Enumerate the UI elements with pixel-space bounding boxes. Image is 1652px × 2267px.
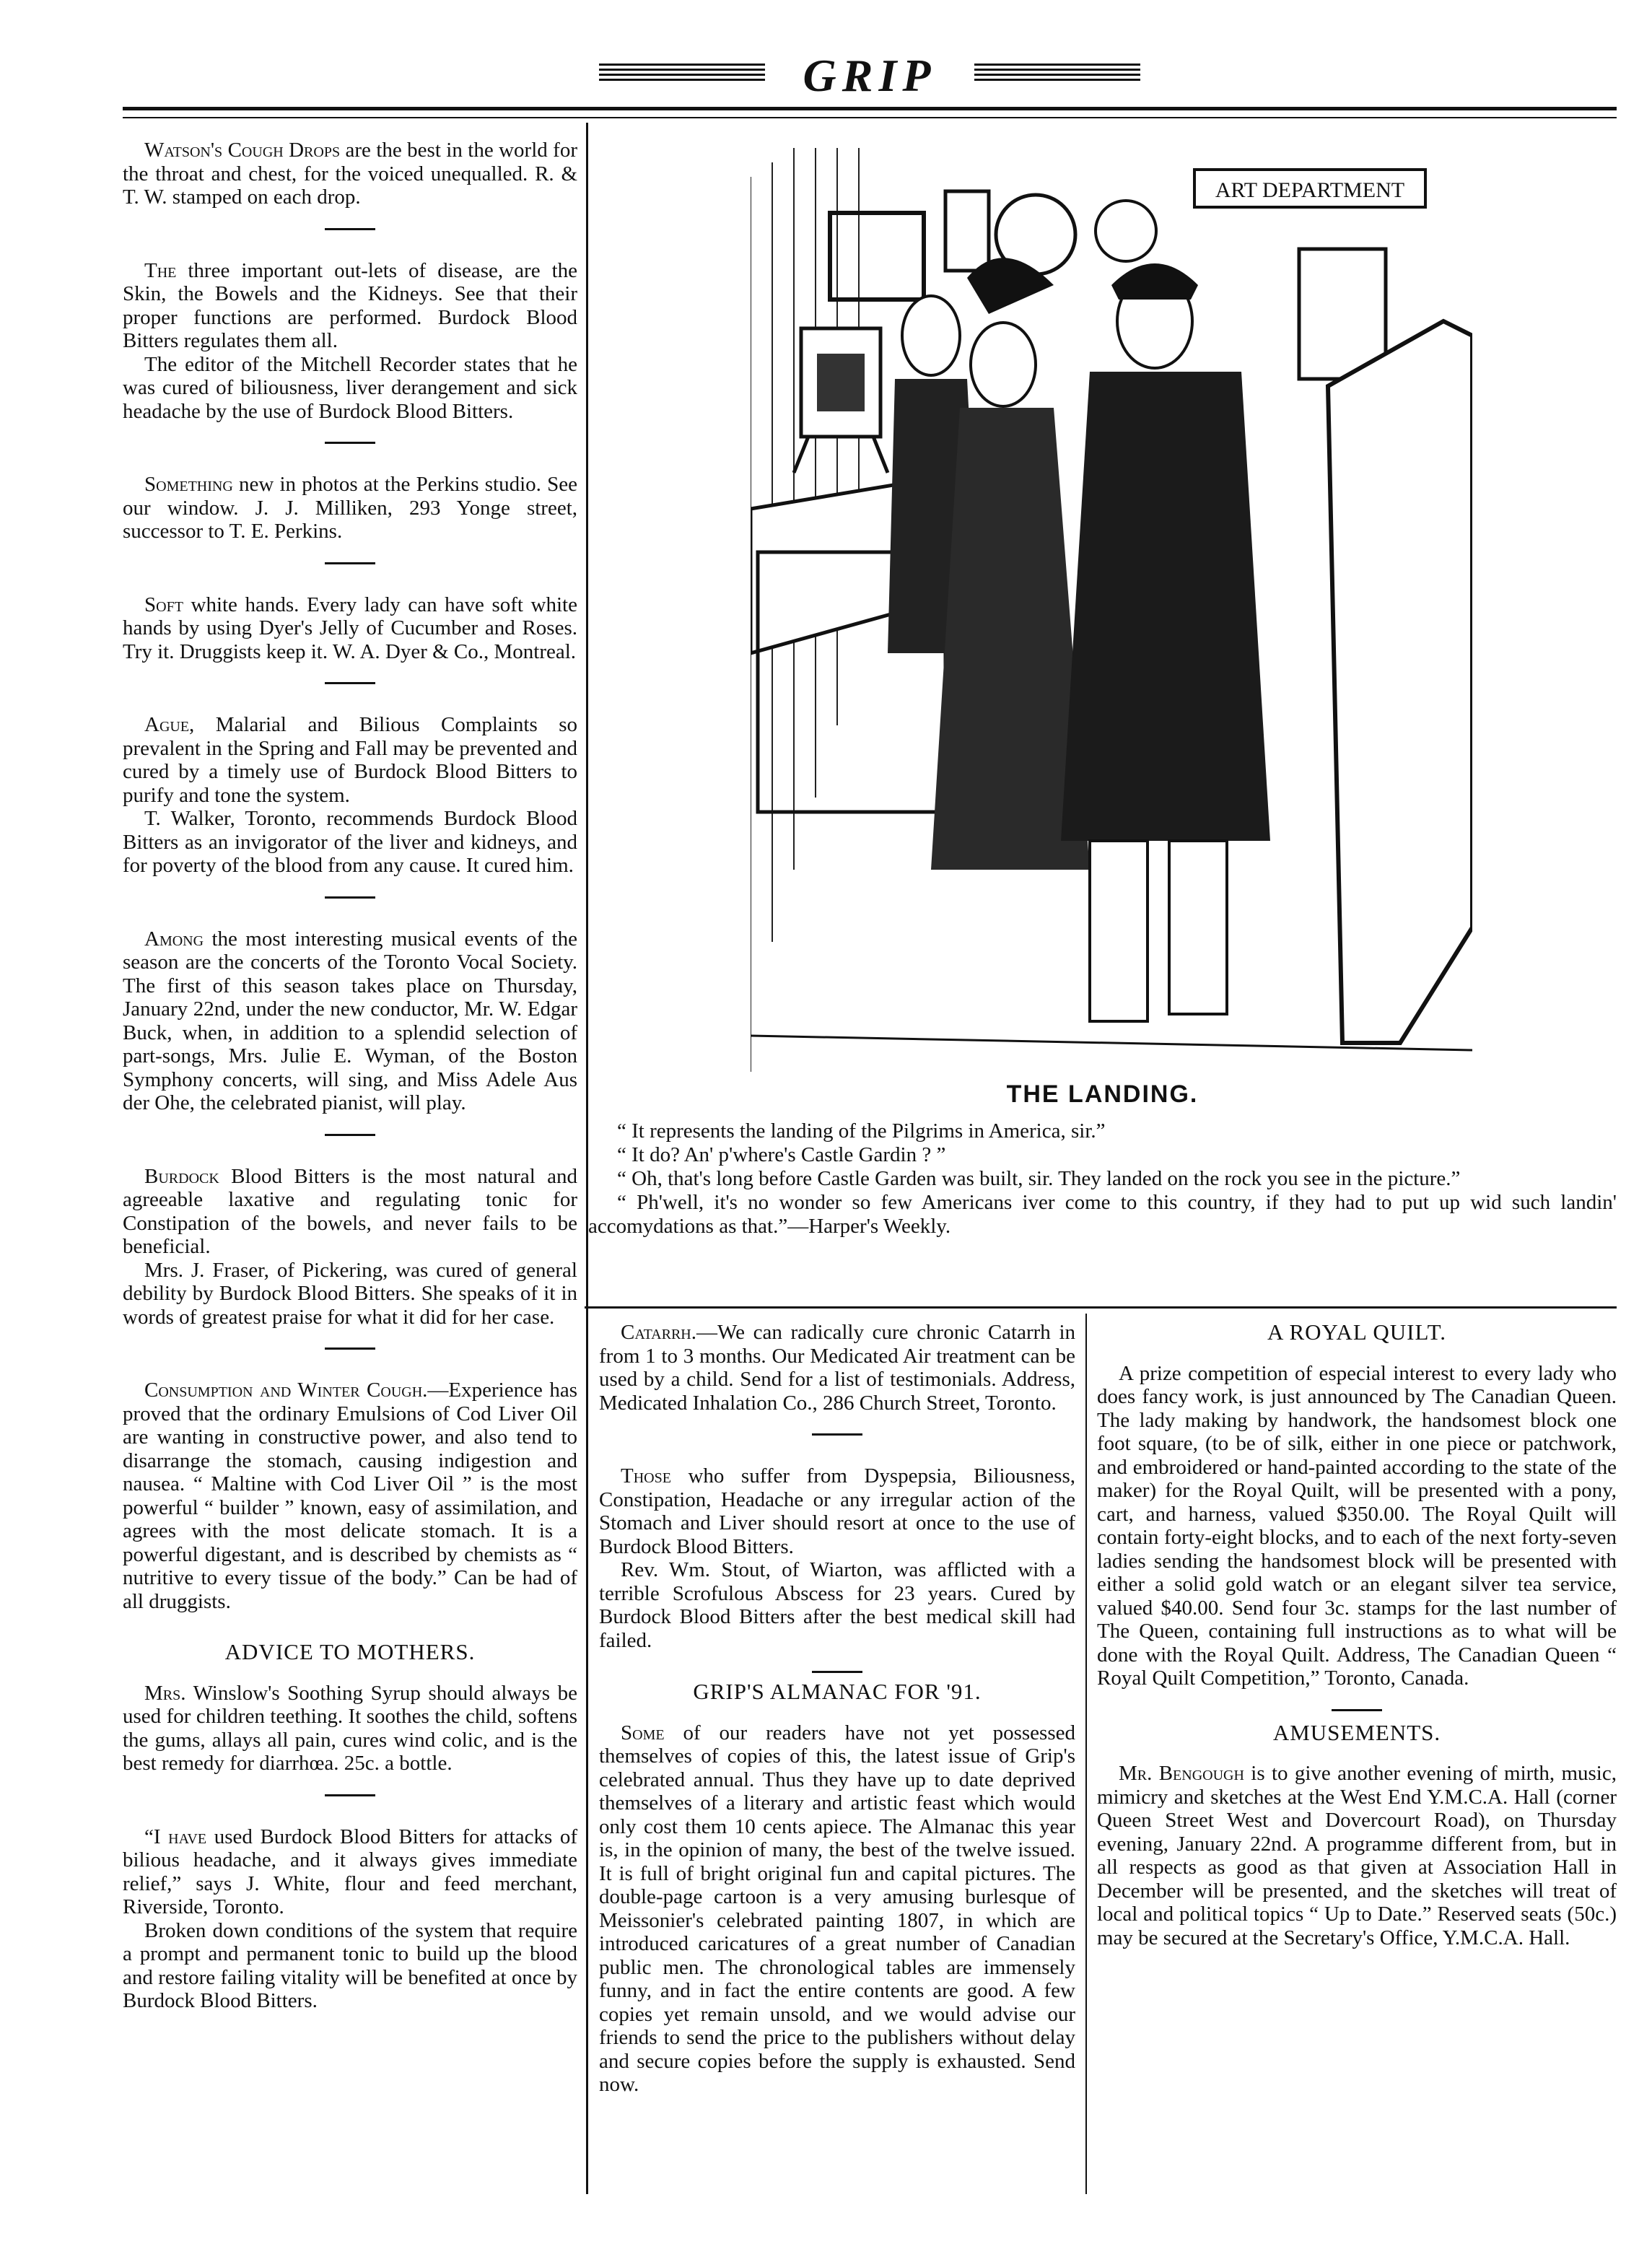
caption-the-landing <box>588 1080 1617 1239</box>
article-text: who suffer from Dyspepsia, Biliousness, Constipation, Headache or any irregular action of the Stomach and Liver should resort at once to the use of Burdock Blood Bitters. <box>599 1464 1075 1558</box>
article-text: —We can radically cure chronic Catarrh in from 1 to 3 months. Our Medicated Air treatment can be used by a child. Send for a list of testimonials. Address, Medicated Inhalation Co., 286 Church Street, Toronto. <box>599 1321 1075 1415</box>
article-three-outlets <box>123 259 577 353</box>
sign-text: ART DEPARTMENT <box>1215 178 1405 202</box>
article-catarrh <box>599 1321 1075 1415</box>
article-lead: Mr. Bengough <box>1119 1762 1244 1785</box>
header-rule <box>123 107 1617 110</box>
separator <box>812 1433 862 1436</box>
caption-line: “ It do? An' p'where's Castle Gardin ? ” <box>617 1143 946 1166</box>
caption-line: “ Oh, that's long before Castle Garden was built, sir. They landed on the rock you see in the picture.” <box>617 1167 1461 1190</box>
article-text: new in photos at the Perkins studio. See our window. J. J. Milliken, 293 Yonge street, successor to T. E. Perkins. <box>123 473 577 543</box>
caption-line: “ Ph'well, it's no wonder so few Americans iver come to this country, if they had to put up wid such landin' accomydations as that.”—Harper's Weekly. <box>588 1191 1617 1238</box>
clerk-head <box>902 296 960 375</box>
article-text: Malarial and Bilious Complaints so prevalent in the Spring and Fall may be prevented and cured by a timely use of Burdock Blood Bitters to purify and tone the system. <box>123 713 577 807</box>
article-ague <box>123 713 577 807</box>
separator <box>325 1794 375 1796</box>
article-lead: Soft <box>144 593 183 616</box>
caption-bottom-rule <box>585 1306 1617 1309</box>
article-t-walker <box>123 807 577 878</box>
caption-heading: THE LANDING. <box>1006 1080 1199 1108</box>
right-column <box>1097 1321 1617 1949</box>
article-lead: Those <box>621 1464 671 1488</box>
man-leg <box>1090 841 1148 1021</box>
article-soft-white-hands <box>123 593 577 664</box>
article-dyspepsia <box>599 1464 1075 1558</box>
header-rule-thin <box>123 117 1617 118</box>
leaning-painting <box>1328 321 1472 1043</box>
separator <box>325 562 375 564</box>
caption-line: “ It represents the landing of the Pilgrims in America, sir.” <box>617 1119 1106 1143</box>
article-text: Blood Bitters is the most natural and agreeable laxative and regulating tonic for Constipation of the bowels, and never fails to be beneficial. <box>123 1164 577 1258</box>
article-lead: Ague, <box>144 713 195 736</box>
separator <box>325 442 375 444</box>
easel-picture-image <box>817 354 865 411</box>
man-coat <box>1061 372 1270 841</box>
article-watsons-cough-drops <box>123 139 577 209</box>
article-text: Broken down conditions of the system that require a prompt and permanent tonic to build up the blood and restore failing vitality will be benefited at once by Burdock Blood Bitters. <box>123 1918 577 2012</box>
article-lead: Burdock <box>144 1164 219 1188</box>
article-text: —Experience has proved that the ordinary Emulsions of Cod Liver Oil are wanting in constructive power, and also tend to disarrange the stomach, causing indigestion and nausea. “ Maltine with Cod Liver Oil ” is the most powerful “ builder ” known, easy of assimilation, and agrees with the most delicate stomach. It is a powerful digestant, and is described by chemists as “ nutritive to every tissue of the body.” Can be had of all druggists. <box>123 1379 578 1613</box>
article-rev-stout <box>599 1558 1075 1652</box>
article-text: T. Walker, Toronto, recommends Burdock Blood Bitters as an invigorator of the liver and kidneys, and for poverty of the blood from any cause. It cured him. <box>123 807 577 877</box>
separator <box>325 682 375 684</box>
separator <box>1332 1709 1382 1711</box>
separator <box>325 228 375 230</box>
heading-advice-to-mothers: ADVICE TO MOTHERS. <box>224 1639 476 1664</box>
article-lead: Mrs. <box>144 1681 186 1705</box>
article-text: the most interesting musical events of the season are the concerts of the Toronto Vocal Society. The first of this season takes place on Thursday, January 22nd, under the new conductor, Mr. W. Edgar Buck, when, in addition to a splendid selection of part-songs, Mrs. Julie E. Wyman, of the Boston Symphony concerts, will sing, and Miss Adele Aus der Ohe, the celebrated pianist, will play. <box>123 927 577 1114</box>
middle-column <box>599 1321 1075 2097</box>
article-burdock-laxative <box>123 1165 577 1259</box>
man-leg <box>1169 841 1227 1014</box>
masthead <box>123 29 1617 108</box>
masthead-title: GRIP <box>803 50 937 101</box>
article-lead: Catarrh. <box>621 1321 697 1344</box>
masthead-ornament-right <box>974 64 1140 81</box>
article-lead: Consumption and Winter Cough. <box>144 1379 428 1402</box>
heading-royal-quilt: A ROYAL QUILT. <box>1267 1319 1446 1345</box>
article-text: used Burdock Blood Bitters for attacks of bilious headache, and it always gives immediate relief,” says J. White, flour and feed merchant, Riverside, Toronto. <box>123 1825 577 1918</box>
article-lead: Something <box>144 473 233 496</box>
column-divider-right <box>1085 1314 1087 2194</box>
separator <box>325 1347 375 1350</box>
article-text: The editor of the Mitchell Recorder states that he was cured of biliousness, liver derangement and sick headache by the use of Burdock Blood Bitters. <box>123 352 577 423</box>
article-royal-quilt: A prize competition of especial interest to every lady who does fancy work, is just announced by The Canadian Queen. The lady making by handwork, the handsomest block one foot square, (to be of silk, either in one piece or patchwork, and embroidered or hand-painted according to the state of the maker) for the Royal Quilt, will be presented with a pony, cart, and harness, valued $350.00. The Royal Quilt will contain forty-eight blocks, and to each of the next forty-seven ladies sending the handsomest block will be presented with either a solid gold watch or an elegant silver tea service, valued $40.00. Send four 3c. stamps for the last number of The Queen, containing full instructions as to what will be done with the Royal Quilt. Address, The Canadian Queen “ Royal Quilt Competition,” Toronto, Canada. <box>1097 1361 1617 1690</box>
article-text: Rev. Wm. Stout, of Wiarton, was afflicted with a terrible Scrofulous Abscess for 23 years. Cured by Burdock Blood Bitters after the best medical skill had failed. <box>599 1558 1075 1652</box>
article-lead: Watson's Cough Drops <box>144 139 341 162</box>
heading-amusements: AMUSEMENTS. <box>1272 1719 1441 1745</box>
article-consumption <box>123 1379 577 1613</box>
separator <box>325 896 375 899</box>
separator <box>325 1134 375 1136</box>
article-text: of our readers have not yet possessed themselves of copies of this, the latest issue of Grip's celebrated annual. Thus they have up to date deprived themselves of a literary and artistic feast which would only cost them 10 cents apiece. The Almanac this year is, in the opinion of many, the best of the twelve issued. It is full of bright original fun and capital pictures. The double-page cartoon is a very amusing burlesque of Meissonier's celebrated painting 1807, in which are introduced caricatures of a great number of Canadian public men. The chronological tables are immensely funny, and in fact the entire contents are good. A few copies yet remain unsold, and we would advise our friends to send the price to the publishers without delay and secure copies before the supply is exhausted. Send now. <box>599 1721 1075 2096</box>
article-text: are the best in the world for the throat and chest, for the voiced unequalled. R. & T. W. stamped on each drop. <box>123 139 577 209</box>
article-text: white hands. Every lady can have soft white hands by using Dyer's Jelly of Cucumber and Roses. Try it. Druggists keep it. W. A. Dyer & Co., Montreal. <box>123 593 577 663</box>
article-lead: Some <box>621 1721 665 1744</box>
separator <box>812 1671 862 1673</box>
article-text: is to give another evening of mirth, music, mimicry and sketches at the West End Y.M.C.A. Hall (corner Queen Street West and Dovercourt Road), on Thursday evening, January 22nd. A programme different from, but in all respects as good as that given at Association Hall in December will be presented, and the sketches will treat of local and political topics “ Up to Date.” Reserved seats (50c.) may be secured at the Secretary's Office, Y.M.C.A. Hall. <box>1097 1762 1617 1949</box>
illustration-the-landing <box>751 148 1472 1072</box>
article-mitchell-recorder <box>123 353 577 424</box>
article-text: Winslow's Soothing Syrup should always be used for children teething. It soothes the child, softens the gums, allays all pain, cures wind colic, and is the best remedy for diarrhœa. 25c. a bottle. <box>123 1681 577 1775</box>
heading-grips-almanac: GRIP'S ALMANAC FOR '91. <box>693 1679 982 1704</box>
article-text: Mrs. J. Fraser, of Pickering, was cured of general debility by Burdock Blood Bitters. She speaks of it in words of greatest praise for what it did for her case. <box>123 1258 577 1329</box>
article-lead: The <box>144 258 177 282</box>
left-column <box>123 139 577 2013</box>
article-lead: Among <box>144 927 204 951</box>
article-perkins-studio <box>123 473 577 543</box>
article-vocal-society <box>123 927 577 1115</box>
lady-head <box>971 323 1036 406</box>
article-text: three important out-lets of disease, are the Skin, the Bowels and the Kidneys. See that their proper functions are performed. Burdock Blood Bitters regulates them all. <box>123 258 577 352</box>
article-mrs-fraser <box>123 1259 577 1329</box>
article-almanac <box>599 1721 1075 2097</box>
article-broken-down <box>123 1919 577 2013</box>
article-bengough <box>1097 1762 1617 1949</box>
article-lead: “I have <box>144 1825 207 1848</box>
article-j-white <box>123 1825 577 1919</box>
engraving <box>751 148 1472 1072</box>
article-winslow <box>123 1682 577 1775</box>
